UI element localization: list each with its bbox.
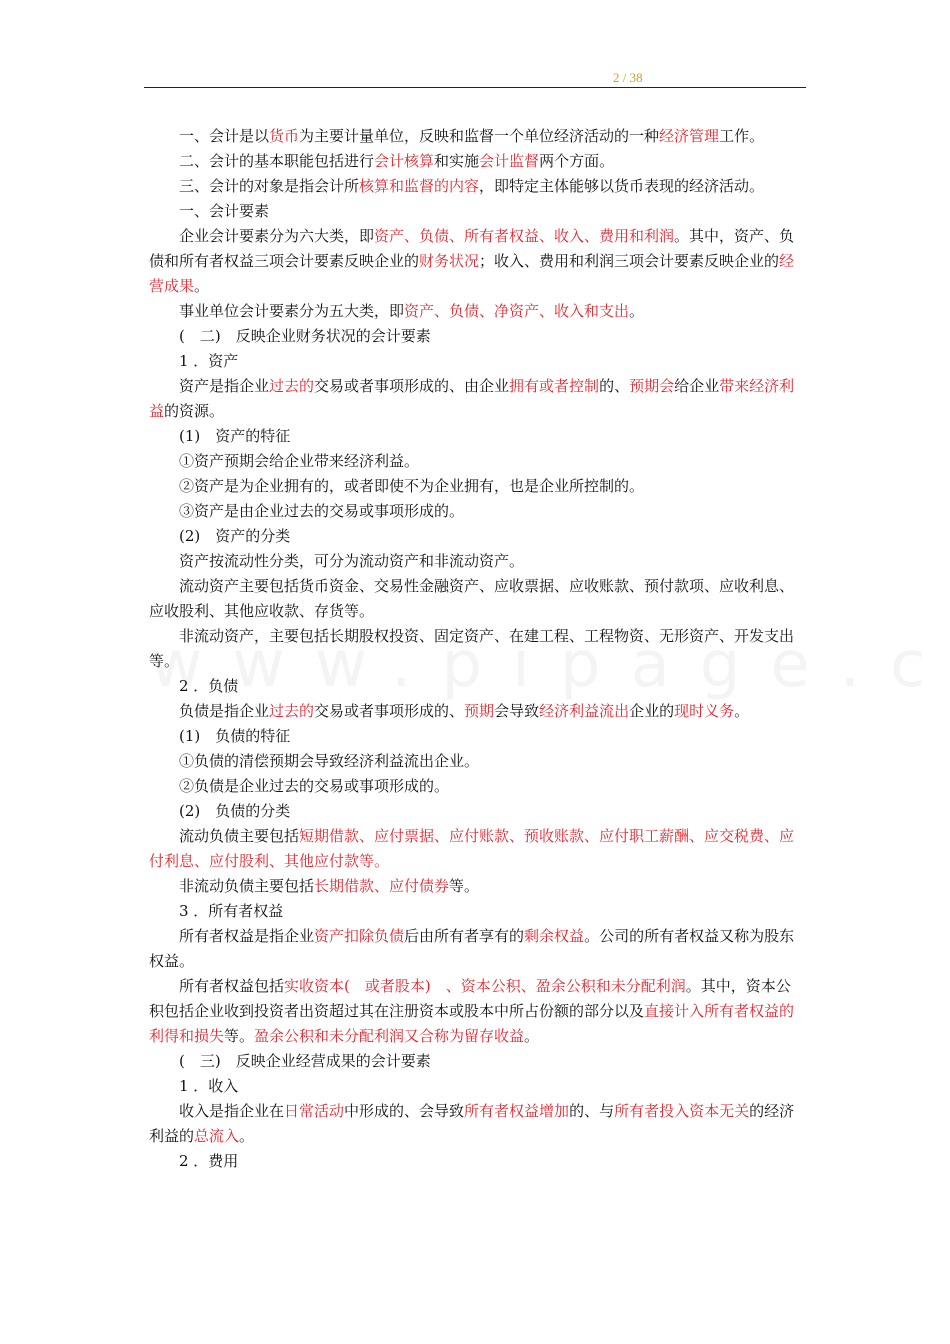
text-run: 一、会计是以 xyxy=(179,127,270,145)
text-run: 。 xyxy=(239,1127,255,1145)
text-run: 。其中，资本公积包括企业收到投资者出资超过其在注册资本或股本中所占份额的部分以及 xyxy=(149,977,791,1020)
paragraph xyxy=(149,474,805,499)
highlighted-text: 拥有或者控制 xyxy=(509,377,600,395)
text-run: 两个方面。 xyxy=(539,152,615,170)
text-run: 非流动负债主要包括 xyxy=(179,877,315,895)
paragraph xyxy=(149,724,805,749)
paragraph xyxy=(149,349,805,374)
text-run: 2 ．负债 xyxy=(179,677,239,695)
text-run: 会导致 xyxy=(494,702,540,720)
paragraph xyxy=(149,499,805,524)
text-run: ②资产是为企业拥有的，或者即使不为企业拥有，也是企业所控制的。 xyxy=(179,477,645,495)
paragraph xyxy=(149,824,805,874)
paragraph xyxy=(149,1099,805,1149)
text-run: 所有者权益是指企业 xyxy=(179,927,315,945)
paragraph xyxy=(149,799,805,824)
text-run: ( 三) 反映企业经营成果的会计要素 xyxy=(179,1052,431,1070)
text-run: 事业单位会计要素分为五大类，即 xyxy=(179,302,405,320)
highlighted-text: 过去的 xyxy=(269,702,315,720)
highlighted-text: 经济管理 xyxy=(659,127,720,145)
text-run: ( 二) 反映企业财务状况的会计要素 xyxy=(179,327,431,345)
text-run: 2 ．费用 xyxy=(179,1152,239,1170)
text-run: 中形成的、会导致 xyxy=(344,1102,465,1120)
text-run: 非流动资产，主要包括长期股权投资、固定资产、在建工程、工程物资、无形资产、开发支出等。 xyxy=(149,627,795,670)
paragraph xyxy=(149,199,805,224)
paragraph xyxy=(149,924,805,974)
paragraph xyxy=(149,424,805,449)
highlighted-text: 经济利益流出 xyxy=(539,702,630,720)
paragraph xyxy=(149,774,805,799)
highlighted-text: 预期 xyxy=(464,702,495,720)
paragraph xyxy=(149,124,805,149)
text-run: 。 xyxy=(629,302,645,320)
text-run: 3 ．所有者权益 xyxy=(179,902,284,920)
text-run: 的、 xyxy=(599,377,630,395)
text-run: 的经济利益的 xyxy=(149,1102,795,1145)
highlighted-text: 财务状况 xyxy=(419,252,480,270)
text-run: 的资源。 xyxy=(164,402,225,420)
paragraph xyxy=(149,1074,805,1099)
header-rule xyxy=(144,87,806,88)
highlighted-text: 预期会 xyxy=(629,377,675,395)
paragraph xyxy=(149,449,805,474)
highlighted-text: 所有者权益增加 xyxy=(464,1102,570,1120)
highlighted-text: 剩余权益 xyxy=(524,927,585,945)
text-run: 资产是指企业 xyxy=(179,377,270,395)
highlighted-text: 资产扣除负债 xyxy=(314,927,405,945)
text-run: ，即特定主体能够以货币表现的经济活动。 xyxy=(479,177,765,195)
highlighted-text: 实收资本( 或者股本) 、资本公积、盈余公积和未分配利润 xyxy=(284,977,686,995)
highlighted-text: 经营成果 xyxy=(149,252,795,295)
text-run: 给企业 xyxy=(674,377,720,395)
paragraph xyxy=(149,674,805,699)
paragraph xyxy=(149,374,805,424)
text-run: (1) 资产的特征 xyxy=(179,427,291,445)
text-run: ；收入、费用和利润三项会计要素反映企业的 xyxy=(479,252,780,270)
paragraph xyxy=(149,524,805,549)
highlighted-text: 会计核算 xyxy=(374,152,435,170)
text-run: 等。 xyxy=(224,1027,255,1045)
paragraph xyxy=(149,1149,805,1174)
text-run: 所有者权益包括 xyxy=(179,977,285,995)
text-run: 。 xyxy=(524,1027,540,1045)
paragraph xyxy=(149,149,805,174)
paragraph xyxy=(149,174,805,199)
text-run: 三、会计的对象是指会计所 xyxy=(179,177,360,195)
highlighted-text: 所有者投入资本无关 xyxy=(614,1102,750,1120)
page-number: 2 / 38 xyxy=(613,70,643,85)
text-run: (2) 资产的分类 xyxy=(179,527,291,545)
paragraph xyxy=(149,1049,805,1074)
highlighted-text: 短期借款、应付票据、应付账款、预收账款、应付职工薪酬、应交税费、应付利息、应付股利、其他应付款等。 xyxy=(149,827,795,870)
text-run: 和实施 xyxy=(434,152,480,170)
text-run: 1 ．收入 xyxy=(179,1077,239,1095)
text-run: 一、会计要素 xyxy=(179,202,270,220)
paragraph xyxy=(149,224,805,299)
paragraph xyxy=(149,749,805,774)
text-run: 收入是指企业在 xyxy=(179,1102,285,1120)
text-run: 的、与 xyxy=(569,1102,615,1120)
text-run: 1 ．资产 xyxy=(179,352,239,370)
text-run: 流动负债主要包括 xyxy=(179,827,300,845)
highlighted-text: 现时义务 xyxy=(674,702,735,720)
highlighted-text: 资产、负债、所有者权益、收入、费用和利润 xyxy=(374,227,675,245)
text-run: 资产按流动性分类，可分为流动资产和非流动资产。 xyxy=(179,552,525,570)
paragraph xyxy=(149,574,805,624)
highlighted-text: 过去的 xyxy=(269,377,315,395)
highlighted-text: 盈余公积和未分配利润又合称为留存收益 xyxy=(254,1027,525,1045)
text-run: 流动资产主要包括货币资金、交易性金融资产、应收票据、应收账款、预付款项、应收利息、应收股利、其他应收款、存货等。 xyxy=(149,577,795,620)
highlighted-text: 长期借款、应付债券 xyxy=(314,877,450,895)
highlighted-text: 总流入 xyxy=(194,1127,240,1145)
text-run: 。 xyxy=(194,277,210,295)
text-run: 等。 xyxy=(449,877,480,895)
paragraph xyxy=(149,899,805,924)
paragraph xyxy=(149,324,805,349)
text-run: (2) 负债的分类 xyxy=(179,802,291,820)
text-run: 工作。 xyxy=(719,127,765,145)
text-run: ①资产预期会给企业带来经济利益。 xyxy=(179,452,420,470)
text-run: 企业会计要素分为六大类，即 xyxy=(179,227,375,245)
highlighted-text: 核算和监督的内容 xyxy=(359,177,480,195)
text-run: ②负债是企业过去的交易或事项形成的。 xyxy=(179,777,450,795)
paragraph xyxy=(149,624,805,674)
text-run: 为主要计量单位，反映和监督一个单位经济活动的一种 xyxy=(299,127,660,145)
text-run: 负债是指企业 xyxy=(179,702,270,720)
text-run: 二、会计的基本职能包括进行 xyxy=(179,152,375,170)
highlighted-text: 货币 xyxy=(269,127,300,145)
text-run: 。公司的所有者权益又称为股东权益。 xyxy=(149,927,795,970)
highlighted-text: 资产、负债、净资产、收入和支出 xyxy=(404,302,630,320)
document-body xyxy=(149,124,805,1174)
paragraph xyxy=(149,874,805,899)
text-run: 交易或者事项形成的、由企业 xyxy=(314,377,510,395)
text-run: ①负债的清偿预期会导致经济利益流出企业。 xyxy=(179,752,480,770)
text-run: ③资产是由企业过去的交易或事项形成的。 xyxy=(179,502,465,520)
paragraph xyxy=(149,299,805,324)
text-run: 交易或者事项形成的、 xyxy=(314,702,465,720)
highlighted-text: 带来经济利益 xyxy=(149,377,795,420)
text-run: (1) 负债的特征 xyxy=(179,727,291,745)
text-run: 。其中，资产、负债和所有者权益三项会计要素反映企业的 xyxy=(149,227,795,270)
text-run: 企业的 xyxy=(629,702,675,720)
paragraph xyxy=(149,699,805,724)
text-run: 。 xyxy=(734,702,750,720)
paragraph xyxy=(149,549,805,574)
text-run: 后由所有者享有的 xyxy=(404,927,525,945)
paragraph xyxy=(149,974,805,1049)
highlighted-text: 日常活动 xyxy=(284,1102,345,1120)
highlighted-text: 会计监督 xyxy=(479,152,540,170)
highlighted-text: 直接计入所有者权益的利得和损失 xyxy=(149,1002,795,1045)
